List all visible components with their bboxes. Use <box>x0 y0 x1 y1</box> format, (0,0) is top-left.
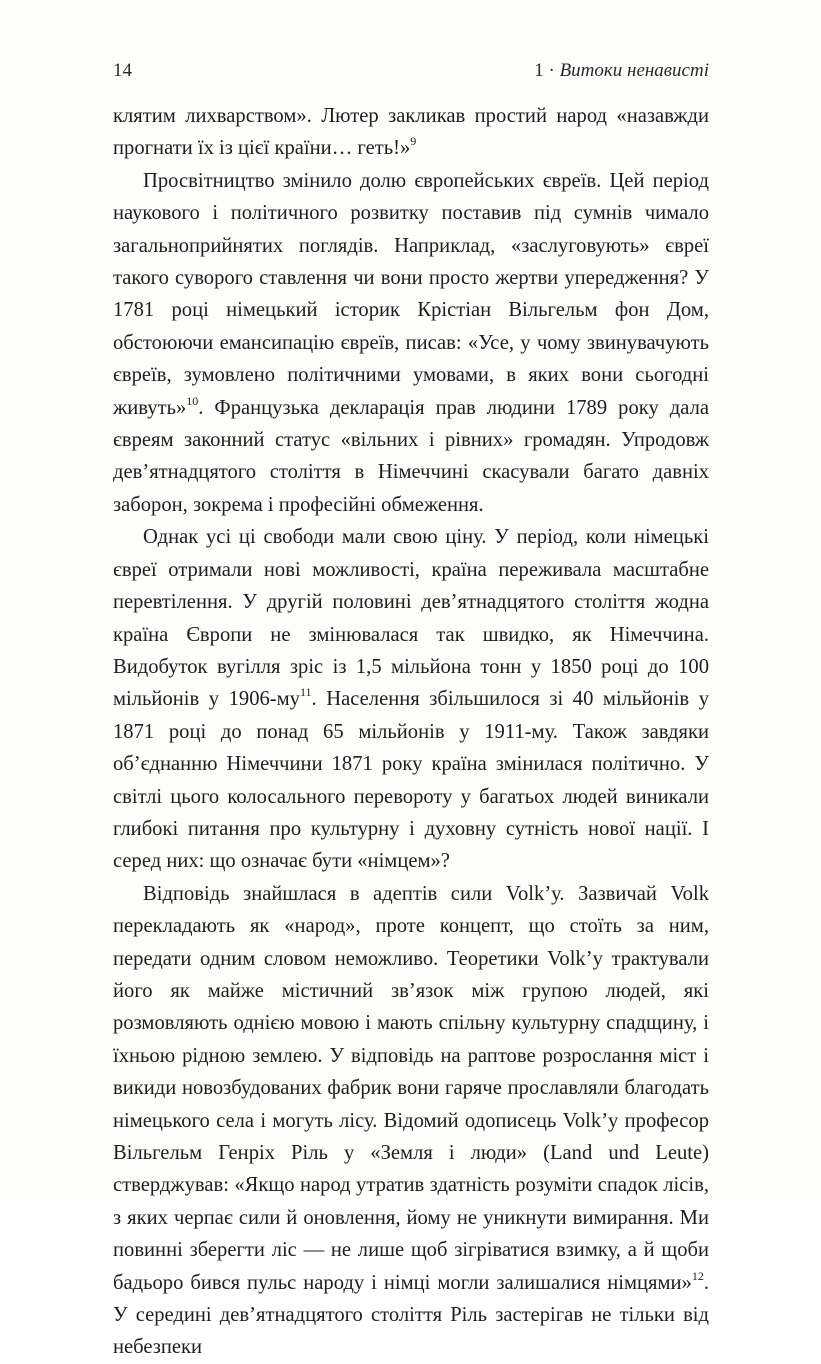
paragraph <box>113 165 709 521</box>
page-number: 14 <box>113 60 132 81</box>
paragraph-text: Однак усі ці свободи мали свою ціну. У період, коли німецькі євреї отримали нові можливості, країна переживала масштабне перевтілення. У другій половині дев’ятнадцятого століття жодна країна Європи не змінювалася так швидко, як Німеччина. Видобуток вугілля зріс із 1,5 мільйона тонн у 1850 році до 100 мільйонів у 1906-му <box>113 526 709 711</box>
header-separator: · <box>548 60 555 81</box>
running-header <box>113 60 709 90</box>
paragraph <box>113 521 709 877</box>
paragraph-text: . Населення збільшилося зі 40 мільйонів у 1871 році до понад 65 мільйонів у 1911-му. Також завдяки об’єднанню Німеччини 1871 року країна змінилася політично. У світлі цього колосального перевороту у багатьох людей виникали глибокі питання про культурну і духовну сутність нової нації. І серед них: що означає бути «німцем»? <box>113 688 709 873</box>
paragraph-text: . Французька декларація прав людини 1789 року дала євреям законний статус «вільних і рівних» громадян. Упродовж дев’ятнадцятого століття в Німеччині скасували багато давніх заборон, зокрема і професійні обмеження. <box>113 396 709 516</box>
footnote-ref[interactable]: 9 <box>410 134 417 149</box>
running-head <box>534 60 709 82</box>
paragraph <box>113 878 709 1364</box>
footnote-ref[interactable]: 12 <box>691 1268 704 1283</box>
paragraph <box>113 100 709 165</box>
paragraph-text: клятим лихварством». Лютер закликав простий народ «назавжди прогнати їх із цієї країни… геть!» <box>113 105 709 160</box>
chapter-number: 1 <box>534 60 544 81</box>
body-text <box>113 100 709 1364</box>
paragraph-text: Просвітництво змінило долю європейських євреїв. Цей період наукового і політичного розвитку поставив під сумнів чимало загальноприйнятих поглядів. Наприклад, «заслуговують» євреї такого суворого ставлення чи вони просто жертви упередження? У 1781 році німецький історик Крістіан Вільгельм фон Дом, обстоюючи емансипацію євреїв, писав: «Усе, у чому звинувачують євреїв, зумовлено політичними умовами, в яких вони сьогодні живуть» <box>113 169 709 419</box>
footnote-ref[interactable]: 10 <box>186 393 199 408</box>
chapter-title: Витоки ненависті <box>559 60 709 81</box>
paragraph-text: . У середині дев’ятнадцятого століття Ріль застерігав не тільки від небезпеки <box>113 1271 709 1359</box>
paragraph-text: Відповідь знайшлася в адептів сили Volk’у. Зазвичай Volk перекладають як «народ», проте концепт, що стоїть за ним, передати одним словом неможливо. Теоретики Volk’у трактували його як майже містичний зв’язок між групою людей, які розмовляють однією мовою і мають спільну культурну спадщину, і їхньою рідною землею. У відповідь на раптове розрослання міст і викиди новозбудованих фабрик вони гаряче прославляли благодать німецького села і могуть лісу. Відомий одописець Volk’у професор Вільгельм Генріх Ріль у «Земля і люди» (Land und Leute) стверджував: «Якщо народ утратив здатність розуміти спадок лісів, з яких черпає сили й оновлення, йому не уникнути вимирання. Ми повинні зберегти ліс — не лише щоб зігріватися взимку, а й щоби бадьоро бився пульс народу і німці могли залишалися німцями» <box>113 882 709 1294</box>
footnote-ref[interactable]: 11 <box>299 685 312 700</box>
